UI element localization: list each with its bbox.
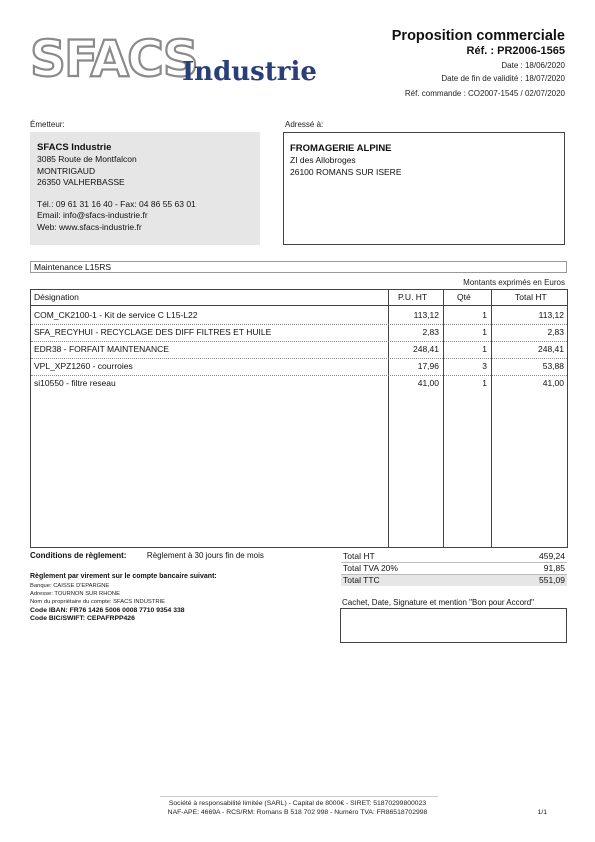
emitter-phone: Tél.: 09 61 31 16 40 - Fax: 04 86 55 63 01 xyxy=(37,198,196,209)
table-row xyxy=(31,307,567,325)
recipient-name: FROMAGERIE ALPINE xyxy=(290,143,392,154)
emitter-email: Email: info@sfacs-industrie.fr xyxy=(37,210,148,220)
total-ht-label: Total HT xyxy=(343,551,375,561)
row-unit-price: 17,96 xyxy=(417,361,439,371)
document-reference: Réf. : PR2006-1565 xyxy=(466,45,565,57)
total-ttc-value: 551,09 xyxy=(539,575,565,585)
row-designation: EDR38 - FORFAIT MAINTENANCE xyxy=(34,344,169,354)
logo-sfacs-text: SFACS xyxy=(30,30,197,86)
emitter-address-line: 26350 VALHERBASSE xyxy=(37,177,125,187)
row-total: 53,88 xyxy=(542,361,564,371)
currency-note: Montants exprimés en Euros xyxy=(463,278,565,287)
bank-address: Adresse: TOURNON SUR RHONE xyxy=(30,591,120,597)
total-tva-row xyxy=(341,563,567,575)
table-row xyxy=(31,375,567,392)
bank-codes xyxy=(30,607,185,623)
row-unit-price: 248,41 xyxy=(413,344,439,354)
emitter-name: SFACS Industrie xyxy=(37,142,112,153)
emitter-address-line: MONTRIGAUD xyxy=(37,165,96,176)
row-total: 113,12 xyxy=(538,310,564,320)
row-total: 41,00 xyxy=(542,378,564,388)
table-row xyxy=(31,341,567,359)
validity-date: Date de fin de validité : 18/07/2020 xyxy=(441,74,565,83)
recipient-address-line: 26100 ROMANS SUR ISERE xyxy=(290,166,402,177)
row-unit-price: 41,00 xyxy=(417,378,439,388)
table-header xyxy=(31,290,567,306)
document-title: Proposition commerciale xyxy=(391,28,565,44)
row-total: 2,83 xyxy=(547,327,564,337)
subject-field: Maintenance L15RS xyxy=(30,261,567,273)
transfer-title: Règlement par virement sur le compte bancaire suivant: xyxy=(30,573,217,580)
total-ttc-row xyxy=(341,575,567,586)
row-unit-price: 113,12 xyxy=(413,310,439,320)
row-quantity: 3 xyxy=(482,361,487,371)
recipient-box xyxy=(283,132,565,245)
recipient-address-line: ZI des Allobroges xyxy=(290,155,356,165)
emitter-box xyxy=(30,132,260,245)
emitter-website: Web: www.sfacs-industrie.fr xyxy=(37,221,142,232)
row-quantity: 1 xyxy=(482,378,487,388)
footer-divider xyxy=(160,796,438,797)
table-row xyxy=(31,358,567,376)
row-unit-price: 2,83 xyxy=(422,327,439,337)
row-quantity: 1 xyxy=(482,327,487,337)
total-ttc-label: Total TTC xyxy=(343,575,380,585)
signature-box xyxy=(340,608,567,643)
recipient-label: Adressé à: xyxy=(285,120,324,129)
table-row xyxy=(31,324,567,342)
payment-conditions-value: Règlement à 30 jours fin de mois xyxy=(146,551,264,560)
document-date: Date : 18/06/2020 xyxy=(501,61,565,70)
total-tva-label: Total TVA 20% xyxy=(343,563,398,573)
company-logo xyxy=(30,30,320,86)
total-ht-row xyxy=(341,551,567,563)
row-designation: COM_CK2100-1 - Kit de service C L15-L22 xyxy=(34,310,198,320)
footer-legal-line: Société à responsabilité limitée (SARL) - Capital de 8000€ - SIRET: 51870299800023 xyxy=(168,800,427,807)
row-designation: SFA_RECYHUI - RECYCLAGE DES DIFF FILTRES ET HUILE xyxy=(34,327,272,337)
iban-code: Code IBAN: FR76 1426 5006 0008 7710 9354 338 xyxy=(30,607,185,614)
document-header xyxy=(305,28,565,100)
footer-legal-line: NAF-APE: 4669A - RCS/RM: Romans B 518 702 998 - Numéro TVA: FR86518702998 xyxy=(167,809,428,816)
payment-conditions xyxy=(30,551,264,560)
totals-block xyxy=(341,551,567,586)
account-owner: Nom du propriétaire du compte: SFACS INDUSTRIE xyxy=(30,599,165,605)
emitter-label: Émetteur: xyxy=(30,120,65,129)
total-tva-value: 91,85 xyxy=(543,563,565,573)
total-ht-value: 459,24 xyxy=(539,551,565,561)
bank-name: Banque: CAISSE D'EPARGNE xyxy=(30,583,110,589)
page-number: 1/1 xyxy=(537,809,547,816)
row-quantity: 1 xyxy=(482,310,487,320)
row-designation: VPL_XPZ1260 - courroies xyxy=(34,361,133,371)
bic-code: Code BIC/SWIFT: CEPAFRPP426 xyxy=(30,615,135,622)
header-unit-price: P.U. HT xyxy=(398,292,428,302)
items-table xyxy=(30,289,568,548)
header-quantity: Qté xyxy=(457,292,471,302)
row-total: 248,41 xyxy=(538,344,564,354)
order-reference: Réf. commande : CO2007-1545 / 02/07/2020 xyxy=(404,89,565,98)
header-designation: Désignation xyxy=(34,292,79,302)
payment-conditions-label: Conditions de règlement: xyxy=(30,551,127,560)
logo-industrie-text: Industrie xyxy=(182,57,317,86)
row-quantity: 1 xyxy=(482,344,487,354)
signature-label: Cachet, Date, Signature et mention "Bon pour Accord" xyxy=(342,598,535,607)
header-total: Total HT xyxy=(515,292,547,302)
row-designation: si10550 - filtre reseau xyxy=(34,378,116,388)
emitter-address-line: 3085 Route de Montfalcon xyxy=(37,154,137,164)
